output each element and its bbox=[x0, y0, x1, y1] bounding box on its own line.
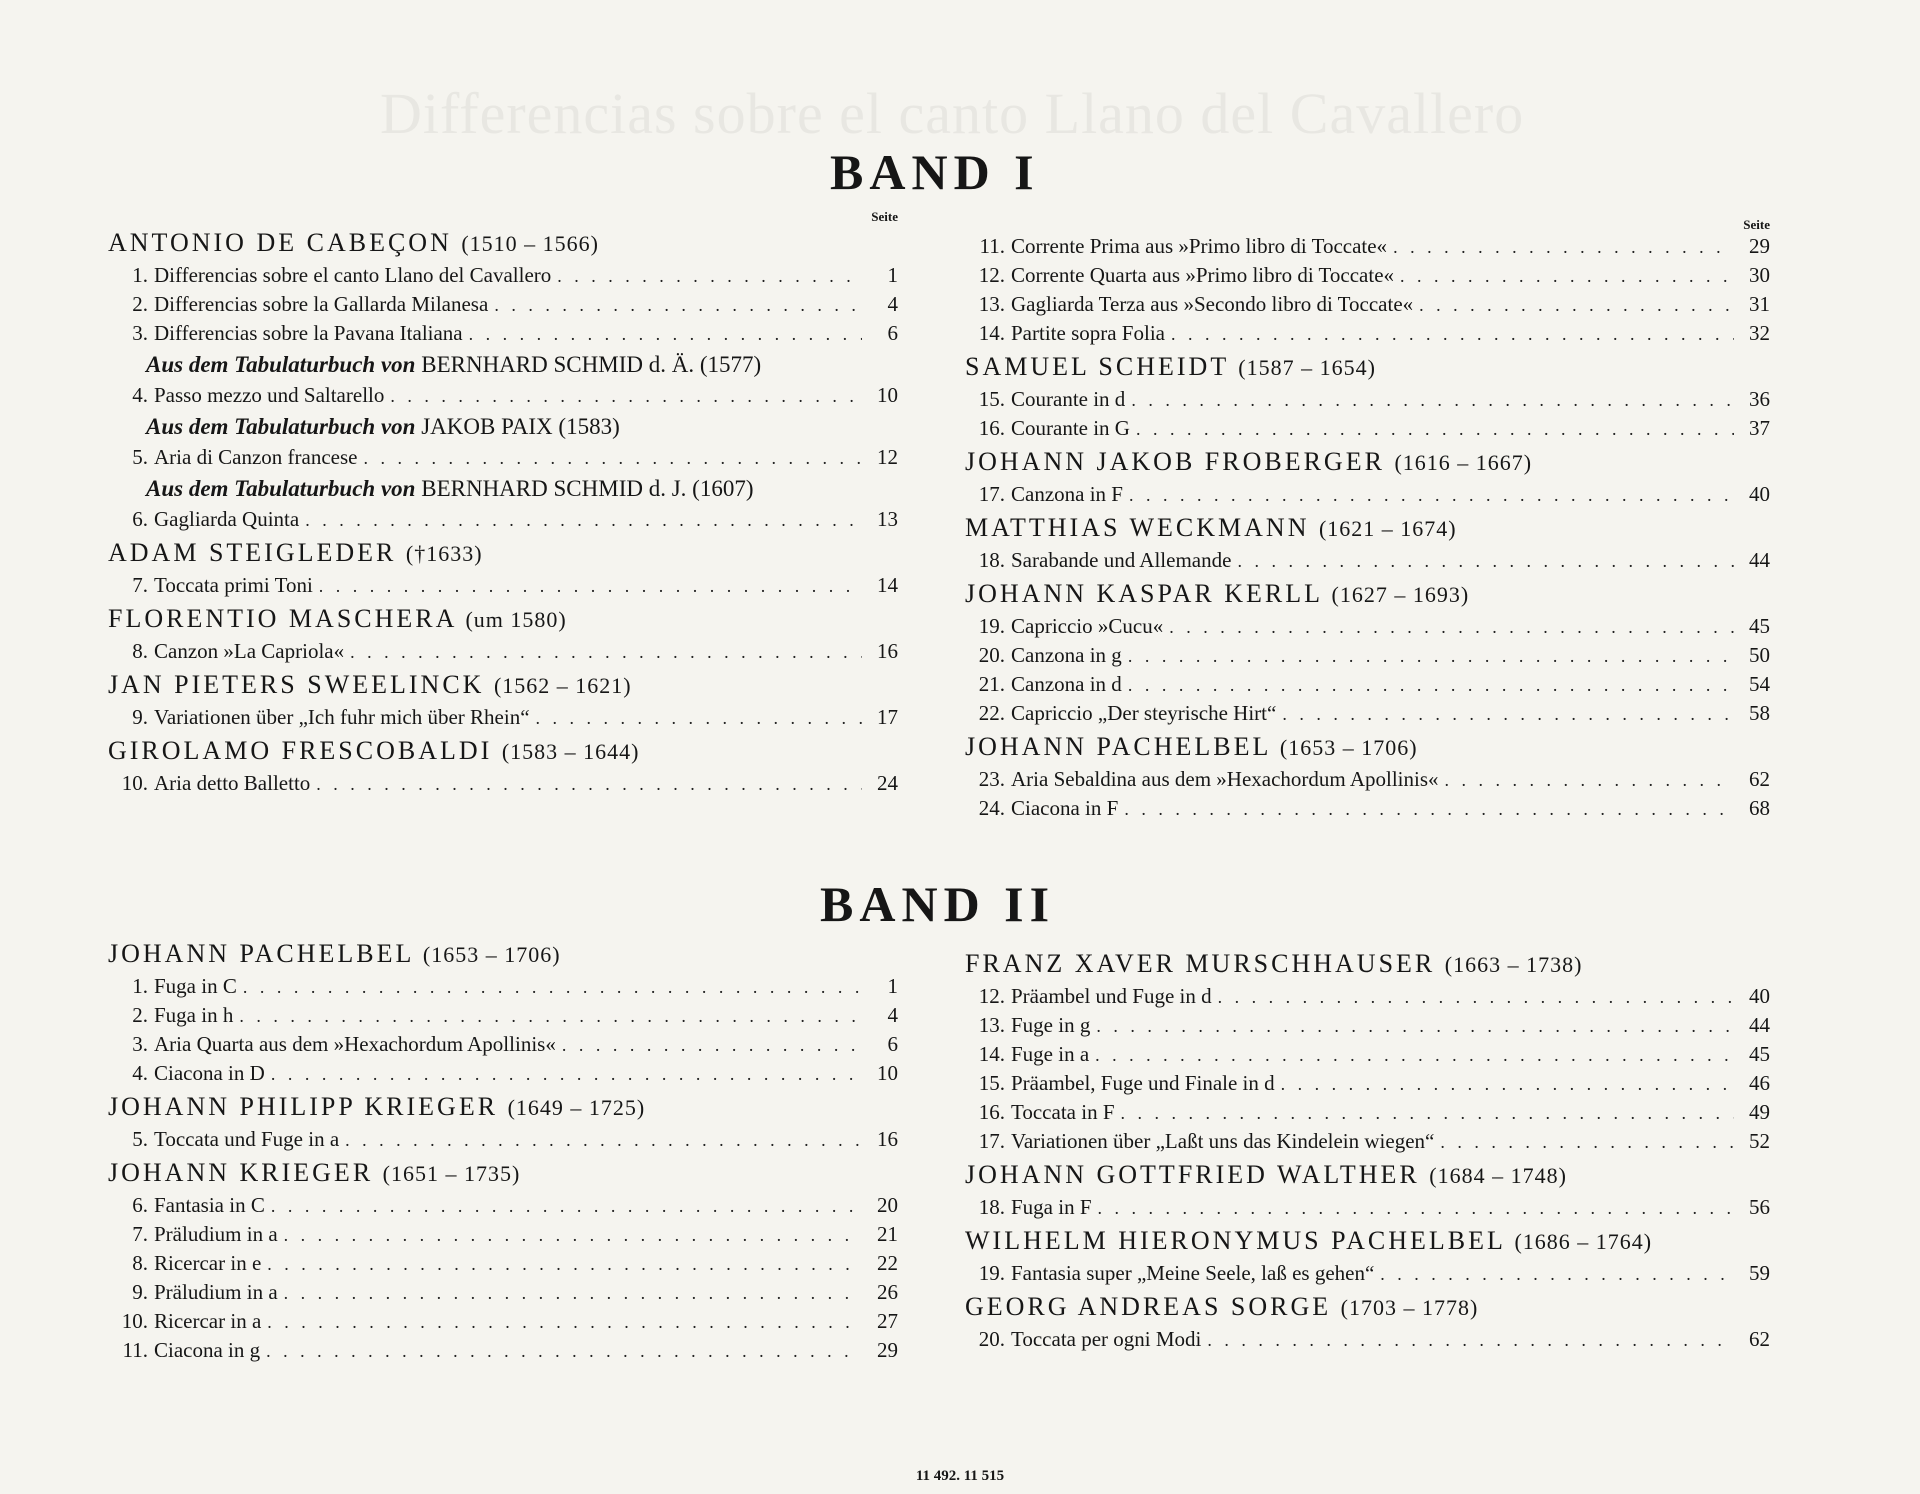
toc-entry bbox=[965, 794, 1770, 823]
composer-heading bbox=[108, 226, 898, 261]
composer-heading bbox=[965, 445, 1770, 480]
entry-page: 21 bbox=[877, 1222, 898, 1246]
toc-entry bbox=[108, 637, 898, 666]
leader-dots bbox=[239, 1002, 862, 1030]
toc-entry bbox=[965, 612, 1770, 641]
entry-title: Variationen über „Laßt uns das Kindelein wiegen“ bbox=[1011, 1129, 1435, 1153]
entry-page: 22 bbox=[877, 1251, 898, 1275]
entry-title: Capriccio „Der steyrische Hirt“ bbox=[1011, 701, 1277, 725]
composer-dates: (1510 – 1566) bbox=[461, 231, 600, 256]
composer-heading bbox=[965, 350, 1770, 385]
leader-dots bbox=[1207, 1326, 1734, 1354]
leader-dots bbox=[557, 262, 862, 290]
composer-heading bbox=[108, 937, 898, 972]
composer-name: JOHANN PACHELBEL bbox=[108, 939, 414, 968]
source-prefix: Aus dem Tabulaturbuch von bbox=[146, 352, 416, 377]
page-footer-number: 11 492. 11 515 bbox=[915, 1468, 1005, 1484]
leader-dots bbox=[1169, 613, 1734, 641]
toc-entry bbox=[108, 1001, 898, 1030]
toc-entry bbox=[108, 703, 898, 732]
leader-dots bbox=[536, 704, 862, 732]
entry-title: Canzona in g bbox=[1011, 643, 1122, 667]
entry-number: 4. bbox=[132, 383, 148, 407]
entry-page: 40 bbox=[1749, 482, 1770, 506]
entry-number: 9. bbox=[132, 1280, 148, 1304]
leader-dots bbox=[267, 1308, 862, 1336]
composer-dates: (1651 – 1735) bbox=[382, 1161, 521, 1186]
entry-title: Gagliarda Quinta bbox=[154, 507, 300, 531]
entry-page: 31 bbox=[1749, 292, 1770, 316]
leader-dots bbox=[469, 320, 862, 348]
composer-name: JOHANN PACHELBEL bbox=[965, 732, 1271, 761]
entry-title: Ciacona in g bbox=[154, 1338, 261, 1362]
entry-title: Partite sopra Folia bbox=[1011, 321, 1165, 345]
toc-entry bbox=[108, 505, 898, 534]
composer-heading bbox=[108, 536, 898, 571]
entry-number: 8. bbox=[132, 1251, 148, 1275]
entry-number: 16. bbox=[978, 1100, 1005, 1124]
entry-page: 10 bbox=[877, 1061, 898, 1085]
leader-dots bbox=[1445, 766, 1735, 794]
entry-page: 40 bbox=[1749, 984, 1770, 1008]
entry-number: 18. bbox=[978, 1195, 1005, 1219]
entry-title: Ricercar in e bbox=[154, 1251, 262, 1275]
toc-entry bbox=[965, 480, 1770, 509]
composer-name: JOHANN KASPAR KERLL bbox=[965, 579, 1323, 608]
entry-number: 14. bbox=[978, 1042, 1005, 1066]
band-2-title: BAND II bbox=[820, 876, 1056, 932]
composer-name: FRANZ XAVER MURSCHHAUSER bbox=[965, 949, 1436, 978]
composer-name: MATTHIAS WECKMANN bbox=[965, 513, 1310, 542]
source-name: BERNHARD SCHMID d. Ä. (1577) bbox=[421, 352, 762, 377]
leader-dots bbox=[1380, 1260, 1734, 1288]
entry-page: 62 bbox=[1749, 1327, 1770, 1351]
composer-name: ANTONIO DE CABEÇON bbox=[108, 228, 452, 257]
entry-title: Ricercar in a bbox=[154, 1309, 262, 1333]
toc-entry bbox=[108, 1220, 898, 1249]
entry-number: 7. bbox=[132, 573, 148, 597]
entry-title: Passo mezzo und Saltarello bbox=[154, 383, 385, 407]
entry-page: 45 bbox=[1749, 614, 1770, 638]
leader-dots bbox=[345, 1126, 862, 1154]
toc-entry bbox=[965, 1193, 1770, 1222]
leader-dots bbox=[266, 1337, 862, 1365]
source-prefix: Aus dem Tabulaturbuch von bbox=[146, 414, 416, 439]
toc-entry bbox=[108, 1336, 898, 1365]
leader-dots bbox=[1096, 1012, 1734, 1040]
entry-number: 19. bbox=[978, 614, 1005, 638]
entry-title: Variationen über „Ich fuhr mich über Rhein“ bbox=[154, 705, 530, 729]
leader-dots bbox=[271, 1060, 862, 1088]
entry-page: 44 bbox=[1749, 548, 1770, 572]
leader-dots bbox=[1129, 481, 1734, 509]
band-1-title: BAND I bbox=[830, 144, 1040, 200]
toc-entry bbox=[965, 670, 1770, 699]
source-prefix: Aus dem Tabulaturbuch von bbox=[146, 476, 416, 501]
toc-entry bbox=[108, 319, 898, 348]
toc-entry bbox=[108, 1030, 898, 1059]
source-heading bbox=[108, 472, 898, 505]
composer-dates: (1649 – 1725) bbox=[507, 1095, 646, 1120]
composer-name: GEORG ANDREAS SORGE bbox=[965, 1292, 1332, 1321]
band-1-left-column bbox=[108, 210, 898, 798]
entry-page: 37 bbox=[1749, 416, 1770, 440]
composer-name: FLORENTIO MASCHERA bbox=[108, 604, 456, 633]
entry-title: Ciacona in F bbox=[1011, 796, 1119, 820]
toc-entry bbox=[108, 290, 898, 319]
band-1-right-column bbox=[965, 218, 1770, 823]
composer-dates: (1703 – 1778) bbox=[1340, 1295, 1479, 1320]
entry-page: 1 bbox=[887, 974, 898, 998]
composer-dates: (1663 – 1738) bbox=[1444, 952, 1583, 977]
leader-dots bbox=[271, 1192, 862, 1220]
entry-number: 3. bbox=[132, 1032, 148, 1056]
composer-name: JOHANN GOTTFRIED WALTHER bbox=[965, 1160, 1420, 1189]
entry-number: 15. bbox=[978, 387, 1005, 411]
entry-page: 4 bbox=[887, 292, 898, 316]
leader-dots bbox=[364, 444, 863, 472]
leader-dots bbox=[1419, 291, 1734, 319]
toc-entry bbox=[965, 699, 1770, 728]
toc-entry bbox=[108, 1278, 898, 1307]
entry-number: 10. bbox=[121, 771, 148, 795]
leader-dots bbox=[284, 1279, 862, 1307]
composer-dates: (1562 – 1621) bbox=[493, 673, 632, 698]
leader-dots bbox=[350, 638, 862, 666]
entry-number: 11. bbox=[122, 1338, 148, 1362]
entry-page: 4 bbox=[887, 1003, 898, 1027]
entry-number: 13. bbox=[978, 292, 1005, 316]
entry-page: 29 bbox=[877, 1338, 898, 1362]
entry-title: Toccata in F bbox=[1011, 1100, 1115, 1124]
composer-heading bbox=[108, 1156, 898, 1191]
entry-page: 50 bbox=[1749, 643, 1770, 667]
entry-title: Präambel und Fuge in d bbox=[1011, 984, 1212, 1008]
entry-page: 24 bbox=[877, 771, 898, 795]
entry-title: Toccata primi Toni bbox=[154, 573, 313, 597]
toc-entry bbox=[965, 261, 1770, 290]
leader-dots bbox=[562, 1031, 862, 1059]
leader-dots bbox=[319, 572, 862, 600]
composer-heading bbox=[965, 947, 1770, 982]
entry-number: 5. bbox=[132, 1127, 148, 1151]
entry-page: 30 bbox=[1749, 263, 1770, 287]
entry-page: 56 bbox=[1749, 1195, 1770, 1219]
entry-title: Fantasia super „Meine Seele, laß es gehen“ bbox=[1011, 1261, 1375, 1285]
entry-number: 11. bbox=[979, 234, 1005, 258]
leader-dots bbox=[1237, 547, 1734, 575]
entry-title: Canzona in d bbox=[1011, 672, 1122, 696]
entry-page: 10 bbox=[877, 383, 898, 407]
leader-dots bbox=[1124, 795, 1734, 823]
entry-number: 3. bbox=[132, 321, 148, 345]
leader-dots bbox=[1095, 1041, 1734, 1069]
toc-entry bbox=[108, 1059, 898, 1088]
leader-dots bbox=[1440, 1128, 1734, 1156]
composer-heading bbox=[965, 730, 1770, 765]
entry-number: 14. bbox=[978, 321, 1005, 345]
toc-entry bbox=[965, 641, 1770, 670]
composer-dates: (1587 – 1654) bbox=[1238, 355, 1376, 380]
entry-title: Differencias sobre el canto Llano del Cavallero bbox=[154, 263, 552, 287]
leader-dots bbox=[1098, 1194, 1734, 1222]
entry-title: Fantasia in C bbox=[154, 1193, 265, 1217]
toc-entry bbox=[965, 765, 1770, 794]
toc-entry bbox=[108, 1191, 898, 1220]
entry-page: 20 bbox=[877, 1193, 898, 1217]
entry-title: Toccata und Fuge in a bbox=[154, 1127, 340, 1151]
entry-title: Aria Quarta aus dem »Hexachordum Apollinis« bbox=[154, 1032, 556, 1056]
composer-heading bbox=[108, 1090, 898, 1125]
entry-title: Canzona in F bbox=[1011, 482, 1123, 506]
entry-number: 20. bbox=[978, 643, 1005, 667]
entry-page: 58 bbox=[1749, 701, 1770, 725]
entry-title: Präludium in a bbox=[154, 1222, 278, 1246]
toc-entry bbox=[965, 1259, 1770, 1288]
leader-dots bbox=[284, 1221, 862, 1249]
entry-page: 59 bbox=[1749, 1261, 1770, 1285]
composer-heading bbox=[965, 1290, 1770, 1325]
entry-number: 24. bbox=[978, 796, 1005, 820]
toc-entry bbox=[965, 1040, 1770, 1069]
entry-title: Toccata per ogni Modi bbox=[1011, 1327, 1202, 1351]
entry-page: 16 bbox=[877, 1127, 898, 1151]
entry-title: Fuga in h bbox=[154, 1003, 234, 1027]
entry-number: 2. bbox=[132, 1003, 148, 1027]
composer-name: SAMUEL SCHEIDT bbox=[965, 352, 1229, 381]
entry-title: Sarabande und Allemande bbox=[1011, 548, 1232, 572]
source-name: JAKOB PAIX (1583) bbox=[421, 414, 620, 439]
composer-name: ADAM STEIGLEDER bbox=[108, 538, 397, 567]
entry-title: Courante in d bbox=[1011, 387, 1126, 411]
entry-title: Capriccio »Cucu« bbox=[1011, 614, 1164, 638]
entry-page: 32 bbox=[1749, 321, 1770, 345]
leader-dots bbox=[1128, 642, 1734, 670]
entry-page: 1 bbox=[887, 263, 898, 287]
background-ghost-text: Differencias sobre el canto Llano del Cavallero bbox=[380, 81, 1525, 146]
entry-title: Ciacona in D bbox=[154, 1061, 265, 1085]
entry-title: Aria Sebaldina aus dem »Hexachordum Apollinis« bbox=[1011, 767, 1439, 791]
composer-dates: (1627 – 1693) bbox=[1331, 582, 1470, 607]
toc-entry bbox=[108, 1125, 898, 1154]
entry-title: Fuge in g bbox=[1011, 1013, 1091, 1037]
toc-entry bbox=[965, 414, 1770, 443]
entry-title: Aria di Canzon francese bbox=[154, 445, 358, 469]
seite-column-label: Seite bbox=[871, 209, 898, 224]
entry-number: 4. bbox=[132, 1061, 148, 1085]
entry-page: 26 bbox=[877, 1280, 898, 1304]
entry-number: 7. bbox=[132, 1222, 148, 1246]
toc-entry bbox=[108, 381, 898, 410]
entry-page: 46 bbox=[1749, 1071, 1770, 1095]
toc-entry bbox=[965, 546, 1770, 575]
leader-dots bbox=[390, 382, 862, 410]
entry-title: Canzon »La Capriola« bbox=[154, 639, 345, 663]
composer-name: WILHELM HIERONYMUS PACHELBEL bbox=[965, 1226, 1505, 1255]
toc-entry bbox=[965, 1011, 1770, 1040]
toc-entry bbox=[965, 319, 1770, 348]
entry-number: 13. bbox=[978, 1013, 1005, 1037]
leader-dots bbox=[305, 506, 862, 534]
leader-dots bbox=[1281, 1070, 1734, 1098]
entry-number: 15. bbox=[978, 1071, 1005, 1095]
entry-number: 12. bbox=[978, 263, 1005, 287]
composer-name: JOHANN PHILIPP KRIEGER bbox=[108, 1092, 499, 1121]
entry-number: 5. bbox=[132, 445, 148, 469]
entry-page: 54 bbox=[1749, 672, 1770, 696]
entry-number: 1. bbox=[132, 974, 148, 998]
toc-entry bbox=[108, 571, 898, 600]
toc-entry bbox=[965, 1325, 1770, 1354]
composer-dates: (1653 – 1706) bbox=[422, 942, 561, 967]
composer-heading bbox=[108, 602, 898, 637]
entry-page: 6 bbox=[887, 1032, 898, 1056]
entry-number: 16. bbox=[978, 416, 1005, 440]
entry-page: 45 bbox=[1749, 1042, 1770, 1066]
composer-dates: (1684 – 1748) bbox=[1429, 1163, 1567, 1188]
composer-name: JAN PIETERS SWEELINCK bbox=[108, 670, 485, 699]
entry-number: 23. bbox=[978, 767, 1005, 791]
entry-number: 1. bbox=[132, 263, 148, 287]
leader-dots bbox=[494, 291, 862, 319]
toc-entry bbox=[108, 769, 898, 798]
entry-number: 10. bbox=[121, 1309, 148, 1333]
composer-heading bbox=[108, 668, 898, 703]
entry-title: Fuga in F bbox=[1011, 1195, 1092, 1219]
toc-entry bbox=[965, 1069, 1770, 1098]
leader-dots bbox=[1136, 415, 1734, 443]
entry-title: Corrente Prima aus »Primo libro di Toccate« bbox=[1011, 234, 1388, 258]
composer-dates: (1616 – 1667) bbox=[1394, 450, 1533, 475]
entry-number: 21. bbox=[978, 672, 1005, 696]
entry-page: 27 bbox=[877, 1309, 898, 1333]
entry-title: Präludium in a bbox=[154, 1280, 278, 1304]
composer-name: JOHANN KRIEGER bbox=[108, 1158, 374, 1187]
leader-dots bbox=[267, 1250, 862, 1278]
composer-dates: (1653 – 1706) bbox=[1279, 735, 1418, 760]
toc-entry bbox=[108, 1249, 898, 1278]
toc-entry bbox=[965, 232, 1770, 261]
entry-page: 16 bbox=[877, 639, 898, 663]
composer-name: JOHANN JAKOB FROBERGER bbox=[965, 447, 1385, 476]
entry-number: 6. bbox=[132, 507, 148, 531]
entry-number: 6. bbox=[132, 1193, 148, 1217]
entry-number: 9. bbox=[132, 705, 148, 729]
composer-dates: (1621 – 1674) bbox=[1318, 516, 1457, 541]
composer-dates: (†1633) bbox=[405, 541, 483, 566]
entry-page: 13 bbox=[877, 507, 898, 531]
leader-dots bbox=[1282, 700, 1734, 728]
leader-dots bbox=[1131, 386, 1734, 414]
leader-dots bbox=[1400, 262, 1734, 290]
composer-heading bbox=[965, 1224, 1770, 1259]
entry-number: 19. bbox=[978, 1261, 1005, 1285]
entry-number: 2. bbox=[132, 292, 148, 316]
entry-page: 62 bbox=[1749, 767, 1770, 791]
band-2-left-column bbox=[108, 935, 898, 1365]
entry-page: 49 bbox=[1749, 1100, 1770, 1124]
entry-title: Corrente Quarta aus »Primo libro di Toccate« bbox=[1011, 263, 1395, 287]
entry-page: 29 bbox=[1749, 234, 1770, 258]
entry-title: Fuga in C bbox=[154, 974, 237, 998]
entry-page: 12 bbox=[877, 445, 898, 469]
toc-entry bbox=[108, 972, 898, 1001]
toc-entry bbox=[965, 385, 1770, 414]
composer-dates: (1686 – 1764) bbox=[1514, 1229, 1653, 1254]
leader-dots bbox=[316, 770, 862, 798]
toc-entry bbox=[965, 1098, 1770, 1127]
entry-number: 17. bbox=[978, 1129, 1005, 1153]
entry-number: 17. bbox=[978, 482, 1005, 506]
entry-number: 8. bbox=[132, 639, 148, 663]
toc-entry bbox=[965, 290, 1770, 319]
toc-entry bbox=[108, 1307, 898, 1336]
leader-dots bbox=[1218, 983, 1734, 1011]
composer-heading bbox=[965, 1158, 1770, 1193]
entry-number: 18. bbox=[978, 548, 1005, 572]
entry-page: 52 bbox=[1749, 1129, 1770, 1153]
source-heading bbox=[108, 410, 898, 443]
entry-title: Differencias sobre la Pavana Italiana bbox=[154, 321, 463, 345]
entry-title: Gagliarda Terza aus »Secondo libro di Toccate« bbox=[1011, 292, 1414, 316]
entry-number: 22. bbox=[978, 701, 1005, 725]
entry-page: 44 bbox=[1749, 1013, 1770, 1037]
entry-page: 36 bbox=[1749, 387, 1770, 411]
entry-title: Courante in G bbox=[1011, 416, 1130, 440]
source-heading bbox=[108, 348, 898, 381]
toc-entry bbox=[965, 982, 1770, 1011]
entry-title: Aria detto Balletto bbox=[154, 771, 311, 795]
toc-entry bbox=[108, 443, 898, 472]
entry-title: Fuge in a bbox=[1011, 1042, 1090, 1066]
entry-number: 12. bbox=[978, 984, 1005, 1008]
leader-dots bbox=[1171, 320, 1734, 348]
source-name: BERNHARD SCHMID d. J. (1607) bbox=[421, 476, 754, 501]
band-2-right-column bbox=[965, 945, 1770, 1354]
composer-name: GIROLAMO FRESCOBALDI bbox=[108, 736, 493, 765]
leader-dots bbox=[1128, 671, 1734, 699]
entry-page: 6 bbox=[887, 321, 898, 345]
composer-heading bbox=[108, 734, 898, 769]
leader-dots bbox=[1121, 1099, 1735, 1127]
composer-dates: (1583 – 1644) bbox=[501, 739, 640, 764]
leader-dots bbox=[1393, 233, 1734, 261]
composer-dates: (um 1580) bbox=[465, 607, 567, 632]
entry-number: 20. bbox=[978, 1327, 1005, 1351]
toc-entry bbox=[965, 1127, 1770, 1156]
composer-heading bbox=[965, 511, 1770, 546]
toc-entry bbox=[108, 261, 898, 290]
entry-title: Differencias sobre la Gallarda Milanesa bbox=[154, 292, 489, 316]
leader-dots bbox=[243, 973, 862, 1001]
composer-heading bbox=[965, 577, 1770, 612]
entry-page: 14 bbox=[877, 573, 898, 597]
entry-page: 17 bbox=[877, 705, 898, 729]
entry-page: 68 bbox=[1749, 796, 1770, 820]
seite-column-label: Seite bbox=[1743, 217, 1770, 232]
entry-title: Präambel, Fuge und Finale in d bbox=[1011, 1071, 1275, 1095]
